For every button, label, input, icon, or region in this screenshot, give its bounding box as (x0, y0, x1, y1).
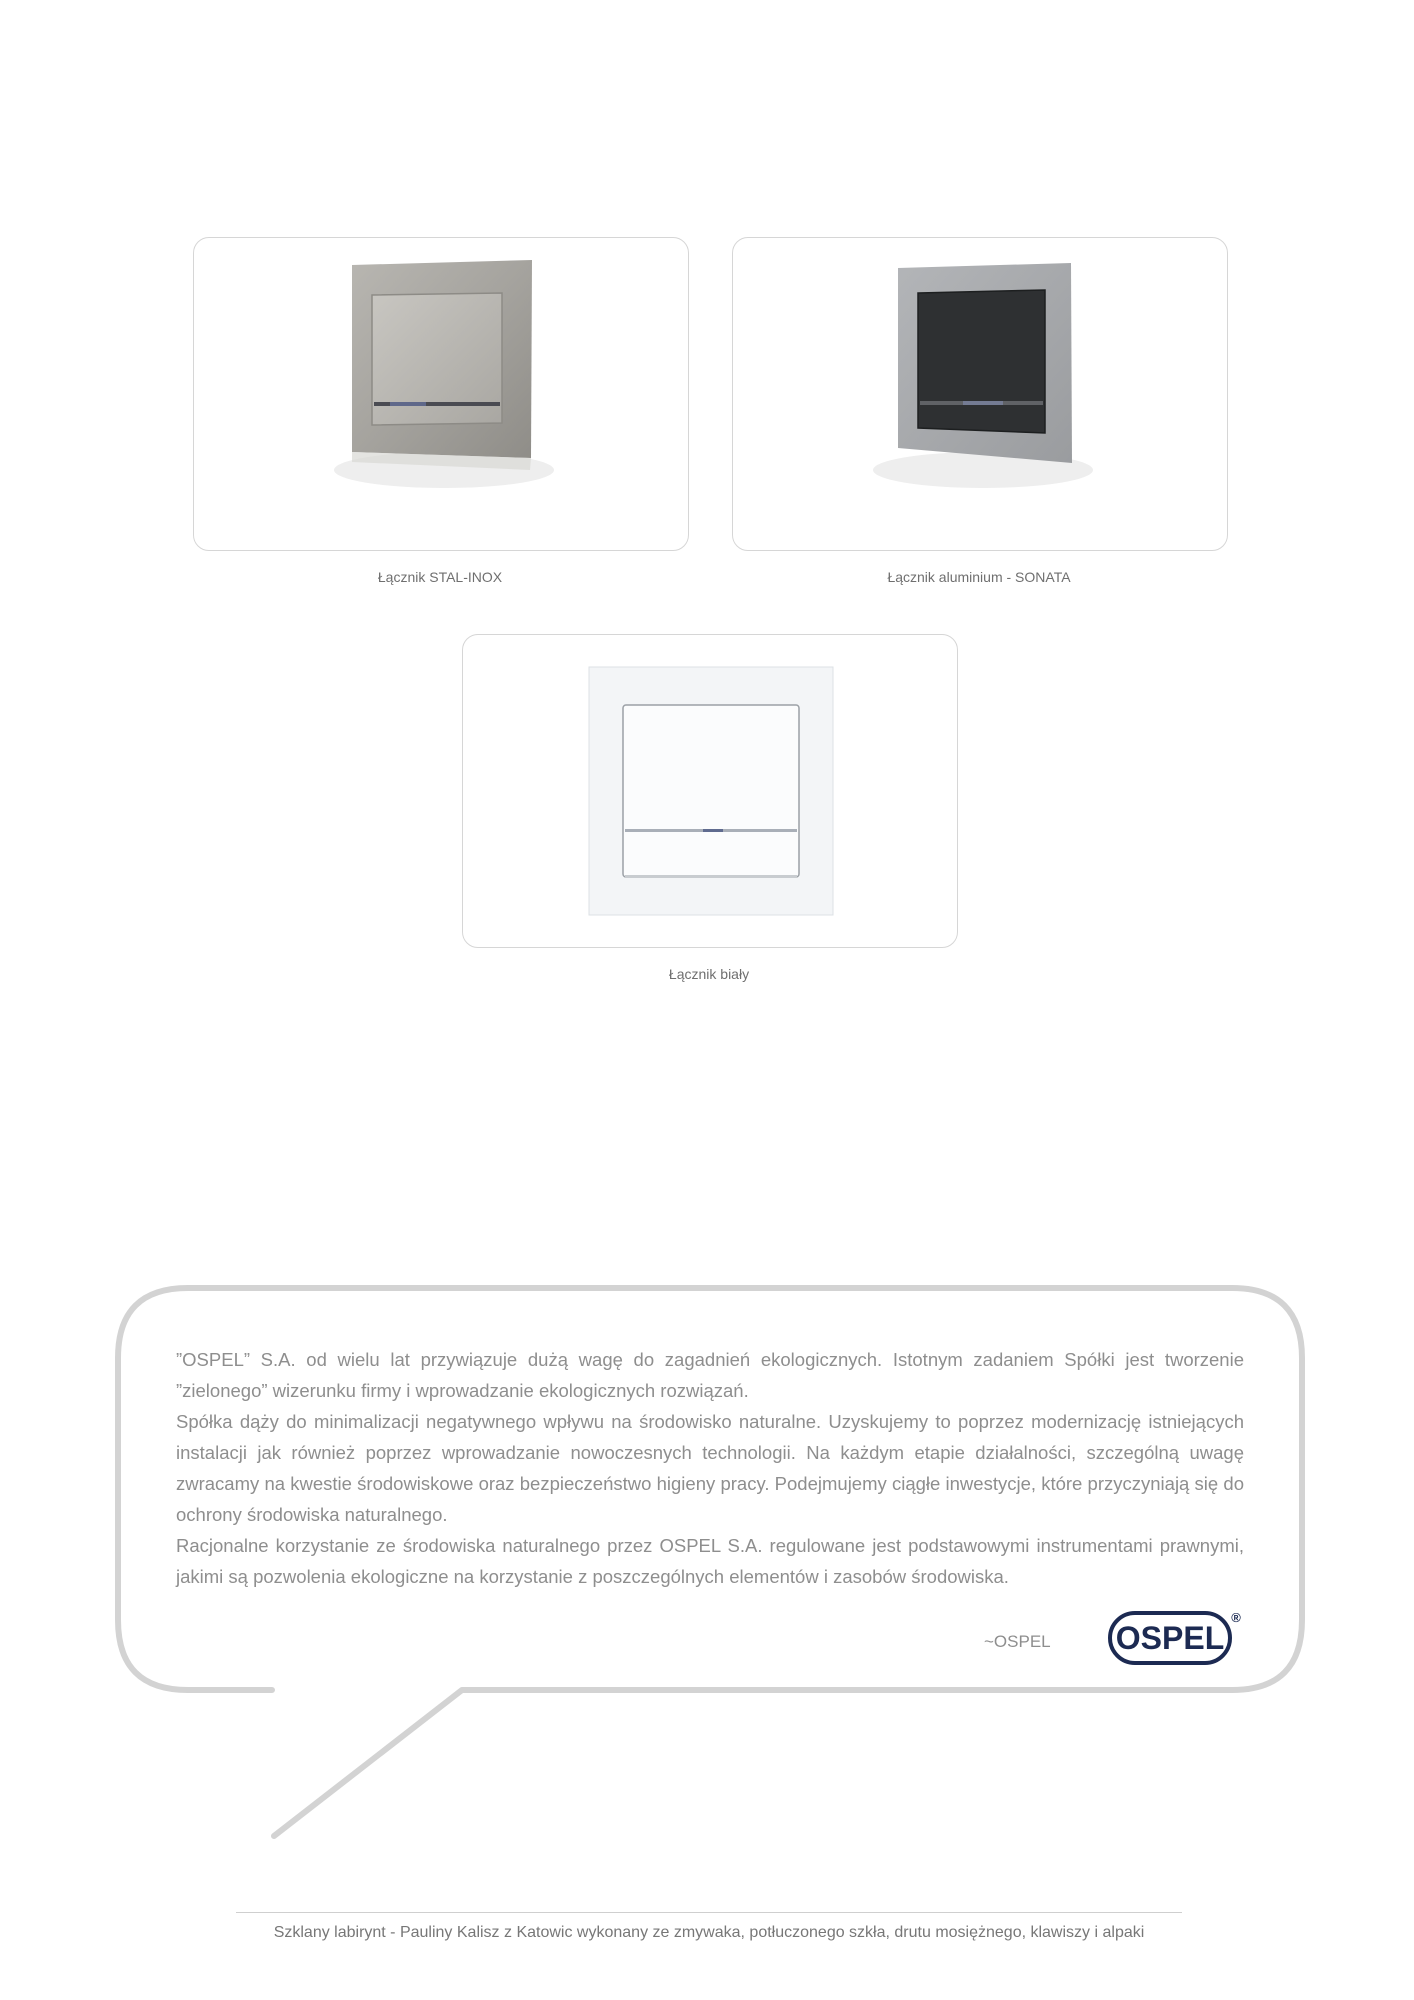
caption-bialy: Łącznik biały (668, 966, 750, 982)
statement-paragraph: Spółka dąży do minimalizacji negatywnego wpływu na środowisko naturalne. Uzyskujemy to poprzez modernizację istniejących instalacji jak również poprzez wprowadzanie nowoczesnych technologii. Na każdym etapie działalności, szczególną uwagę zwracamy na kwestie środowiskowe oraz bezpieczeństwo higieny pracy. Podejmujemy ciągłe inwestycje, które przyczyniają się do ochrony środowiska naturalnego. (176, 1411, 1244, 1525)
ospel-logo (1108, 1607, 1244, 1669)
ospel-logo-text: OSPEL (1115, 1620, 1225, 1656)
statement-paragraph: ”OSPEL” S.A. od wielu lat przywiązuje dużą wagę do zagadnień ekologicznych. Istotnym zadaniem Spółki jest tworzenie ”zielonego” wizerunku firmy i wprowadzanie ekologicznych rozwiązań. (176, 1349, 1244, 1401)
statement-text (176, 1344, 1244, 1592)
statement-signature: ~OSPEL (984, 1632, 1051, 1651)
footer-divider (236, 1912, 1182, 1913)
caption-sonata: Łącznik aluminium - SONATA (887, 569, 1071, 585)
footer-caption: Szklany labirynt - Pauliny Kalisz z Katowic wykonany ze zmywaka, potłuczonego szkła, drutu mosiężnego, klawiszy i alpaki (273, 1924, 1145, 1941)
registered-mark: ® (1231, 1610, 1241, 1625)
statement-paragraph: Racjonalne korzystanie ze środowiska naturalnego przez OSPEL S.A. regulowane jest podstawowymi instrumentami prawnymi, jakimi są pozwolenia ekologiczne na korzystanie z poszczególnych elementów i zasobów środowiska. (176, 1535, 1244, 1587)
caption-stal-inox: Łącznik STAL-INOX (377, 569, 503, 585)
